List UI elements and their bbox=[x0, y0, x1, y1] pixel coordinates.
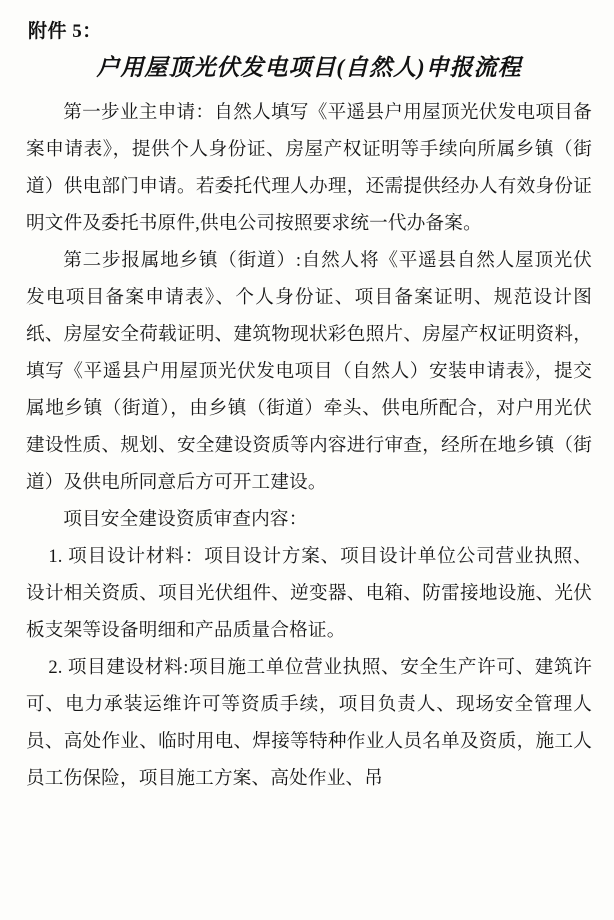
page-title: 户用屋顶光伏发电项目(自然人)申报流程 bbox=[96, 55, 522, 80]
paragraph-step-two: 第二步报属地乡镇（街道）:自然人将《平遥县自然人屋顶光伏发电项目备案申请表》、个人身份证、项目备案证明、规范设计图纸、房屋安全荷载证明、建筑物现状彩色照片、房屋产权证明资料，填写《平遥县户用屋顶光伏发电项目（自然人）安装申请表》，提交属地乡镇（街道），由乡镇（街道）牵头、供电所配合，对户用光伏建设性质、规划、安全建设资质等内容进行审查，经所在地乡镇（街道）及供电所同意后方可开工建设。 bbox=[26, 250, 592, 493]
paragraph-item-2: 2. 项目建设材料:项目施工单位营业执照、安全生产许可、建筑许可、电力承装运维许可等资质手续，项目负责人、现场安全管理人员、高处作业、临时用电、焊接等特种作业人员名单及资质，施工人员工伤保险，项目施工方案、高处作业、吊 bbox=[26, 657, 592, 789]
paragraph-review-heading: 项目安全建设资质审查内容： bbox=[63, 509, 308, 530]
paragraph-step-one: 第一步业主申请：自然人填写《平遥县户用屋顶光伏发电项目备案申请表》，提供个人身份证、房屋产权证明等手续向所属乡镇（街道）供电部门申请。若委托代理人办理，还需提供经办人有效身份证明文件及委托书原件,供电公司按照要求统一代办备案。 bbox=[26, 102, 592, 234]
paragraph-item-1: 1. 项目设计材料：项目设计方案、项目设计单位公司营业执照、设计相关资质、项目光伏组件、逆变器、电箱、防雷接地设施、光伏板支架等设备明细和产品质量合格证。 bbox=[26, 546, 592, 641]
attachment-label: 附件 5： bbox=[28, 21, 102, 42]
